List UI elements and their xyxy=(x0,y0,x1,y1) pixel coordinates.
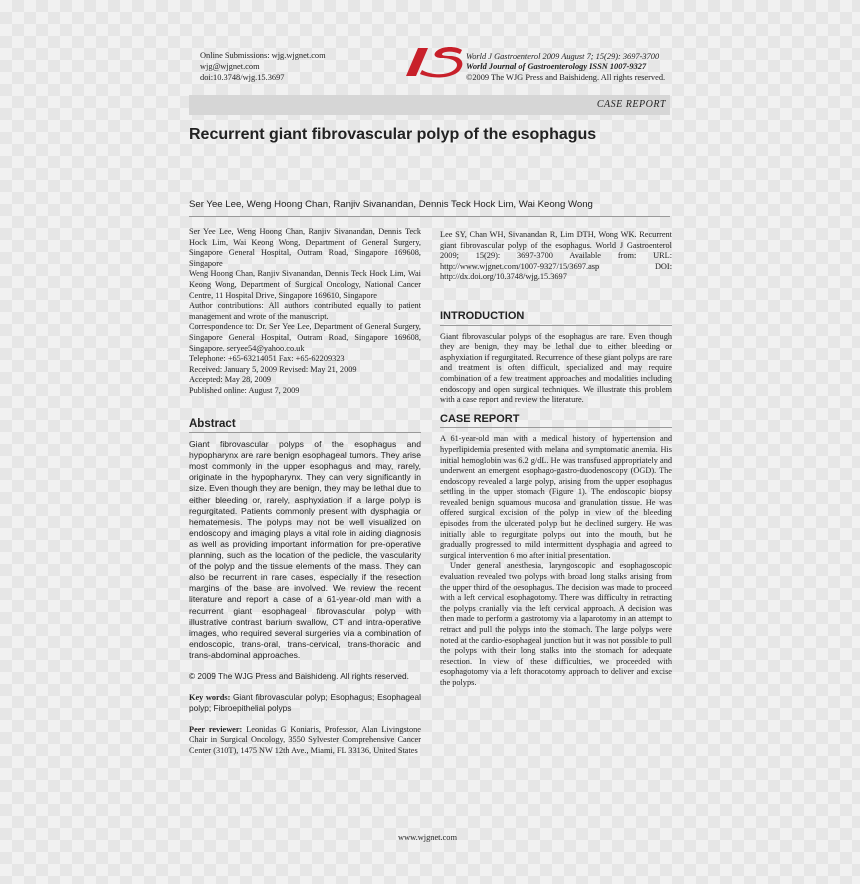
footer-url: www.wjgnet.com xyxy=(398,833,458,842)
doi: doi:10.3748/wjg.15.3697 xyxy=(200,72,285,82)
accepted-date: Accepted: May 28, 2009 xyxy=(189,375,272,385)
case-report-heading: CASE REPORT xyxy=(440,412,520,425)
divider xyxy=(440,427,672,428)
article-title: Recurrent giant fibrovascular polyp of the esophagus xyxy=(189,126,597,143)
divider xyxy=(440,325,672,326)
journal-copyright-line: ©2009 The WJG Press and Baishideng. All rights reserved. xyxy=(466,72,666,82)
journal-issn-line: World Journal of Gastroenterology ISSN 1007-9327 xyxy=(466,62,647,72)
right-column xyxy=(440,230,672,689)
received-date: Received: January 5, 2009 Revised: May 21, 2009 xyxy=(189,364,357,374)
left-column xyxy=(189,227,421,757)
journal-citation-line: World J Gastroenterol 2009 August 7; 15(29): 3697-3700 xyxy=(466,52,660,61)
author-list: Ser Yee Lee, Weng Hoong Chan, Ranjiv Sivanandan, Dennis Teck Hock Lim, Wai Keong Wong xyxy=(189,199,593,210)
published-date: Published online: August 7, 2009 xyxy=(189,385,300,395)
abstract-text: Giant fibrovascular polyps of the esophagus and hypopharynx are rare benign esophageal tumors. They arise most commonly in the upper esophagus and may, rarely, originate in the hypopharynx. They can very significantly in size. Even though they are benign, they may be lethal due to either bleeding or, rarely, asphyxiation if a large polyp is regurgitated. Patients commonly present with dysphagia or hematemesis. The polyps may not be well visualized on endoscopy and imaging plays a vital role in aiding diagnosis as well as providing important information for pre-operative planning, such as the location of the pedicle, the vascularity of the polyp and the tissue elements of the mass. They can also be recurrent in rare cases, especially if the resection margins of the base are involved. We review the recent literature and report a case of a 61-year-old man with a recurrent giant esophageal fibrovascular polyp with illustrative contrast barium swallow, CT and intra-operative images, who required several surgeries via a combination of endoscopic, trans-oral, trans-cervical, trans-thoracic and trans-abdominal approaches. xyxy=(189,439,421,660)
article-type-band xyxy=(189,95,670,115)
abstract-heading: Abstract xyxy=(189,417,236,430)
case-report-paragraph-1: A 61-year-old man with a medical history of hypertension and hyperlipidemia presented with melana and symptomatic anemia. His initial hemoglobin was 6.2 g/dL. He was transfused appropriately and underwent an emergent esophago-gastro-duodenoscopy (OGD). The endoscopy revealed a large polyp, arising from the upper esophagus settling in the upper stomach (Figure 1). The endoscopic biopsy revealed benign squamous mucosa and granulation tissue. He was offered surgical excision of the polyp in view of the bleeding episodes from the ulcerated polyp but he declined surgery. He was initially able to regurgitate polyps out into the mouth, but he gradually progressed to mild intermittent dysphagia and agreed to surgical intervention 6 mo after initial presentation. xyxy=(440,434,672,560)
abstract-copyright: © 2009 The WJG Press and Baishideng. All rights reserved. xyxy=(189,670,409,681)
telephone: Telephone: +65-63214051 Fax: +65-62209323 xyxy=(189,354,345,364)
introduction-text: Giant fibrovascular polyps of the esophagus are rare. Even though they are benign, they may be lethal due to either bleeding or asphyxiation if regurgitated. Recurrence of these giant polyps are rare and treatment is often difficult, specialized and may require combination of a few treatment approaches and modalities including endoscopy and open surgical techniques. We illustrate this problem with a case report and review the literature. xyxy=(440,331,672,405)
keywords-value: Giant fibrovascular polyp; Esophagus; Esophageal polyp; Fibroepithelial polyps xyxy=(189,691,422,714)
peer-reviewer-value: Leonidas G Koniaris, Professor, Alan Livingstone Chair in Surgical Oncology, 3550 Sylvester Comprehensive Cancer Center (310T), 1475 NW 12th Ave., Miami, FL 33136, United States xyxy=(189,724,421,755)
journal-logo-icon xyxy=(398,42,464,80)
header-journal-info xyxy=(466,52,665,83)
affiliation-1: Ser Yee Lee, Weng Hoong Chan, Ranjiv Sivanandan, Dennis Teck Hock Lim, Wai Keong Wong, Department of General Surgery, Singapore General Hospital, Outram Road, Singapore 169608, Singapore xyxy=(189,227,421,268)
header-submission-info xyxy=(200,51,326,83)
divider xyxy=(189,216,670,217)
introduction-heading: INTRODUCTION xyxy=(440,309,525,322)
correspondence: Correspondence to: Dr. Ser Yee Lee, Department of General Surgery, Singapore General Hospital, Outram Road, Singapore 169608, Singapore. seryee54@yahoo.co.uk xyxy=(189,322,421,353)
keywords xyxy=(189,692,421,715)
submission-email: wjg@wjgnet.com xyxy=(200,61,260,71)
author-contributions: Author contributions: All authors contributed equally to patient management and wrote of the manuscript. xyxy=(189,301,421,321)
case-report-paragraph-2: Under general anesthesia, laryngoscopic and esophagoscopic evaluation revealed two polyps with broad long stalks arising from the upper third of the oesophagus. The decision was made to proceed with a left cervical esophagotomy. There was difficulty in retracting the polyps cranially via the left cervical approach. A decision was then made to perform a gastrotomy via a laparotomy in an attempt to retract and pull the polyps into the stomach. The large polyps were noted at the cardio-esophageal junction but it was not possible to pull the polyps with their long stalks into the stomach for adequate resection. In view of these difficulties, we proceeded with esophagotomy via a left thoracotomy approach to deliver and excise the polyps. xyxy=(440,561,672,687)
peer-reviewer-label: Peer reviewer: xyxy=(189,724,243,734)
submission-site: Online Submissions: wjg.wjgnet.com xyxy=(200,51,326,60)
affiliation-2: Weng Hoong Chan, Ranjiv Sivanandan, Dennis Teck Hock Lim, Wai Keong Wong, Department of Surgical Oncology, National Cancer Centre, 11 Hospital Drive, Singapore 169610, Singapore xyxy=(189,269,421,300)
citation: Lee SY, Chan WH, Sivanandan R, Lim DTH, Wong WK. Recurrent giant fibrovascular polyp of the esophagus. World J Gastroenterol 2009; 15(29): 3697-3700 Available from: URL: http://www.wjgnet.com/1007-9327/15/3697.asp DOI: http://dx.doi.org/10.3748/wjg.15.3697 xyxy=(440,230,672,282)
peer-reviewer xyxy=(189,725,421,757)
divider xyxy=(189,432,421,433)
article-type-label: CASE REPORT xyxy=(596,99,666,110)
keywords-label: Key words: xyxy=(189,692,231,702)
